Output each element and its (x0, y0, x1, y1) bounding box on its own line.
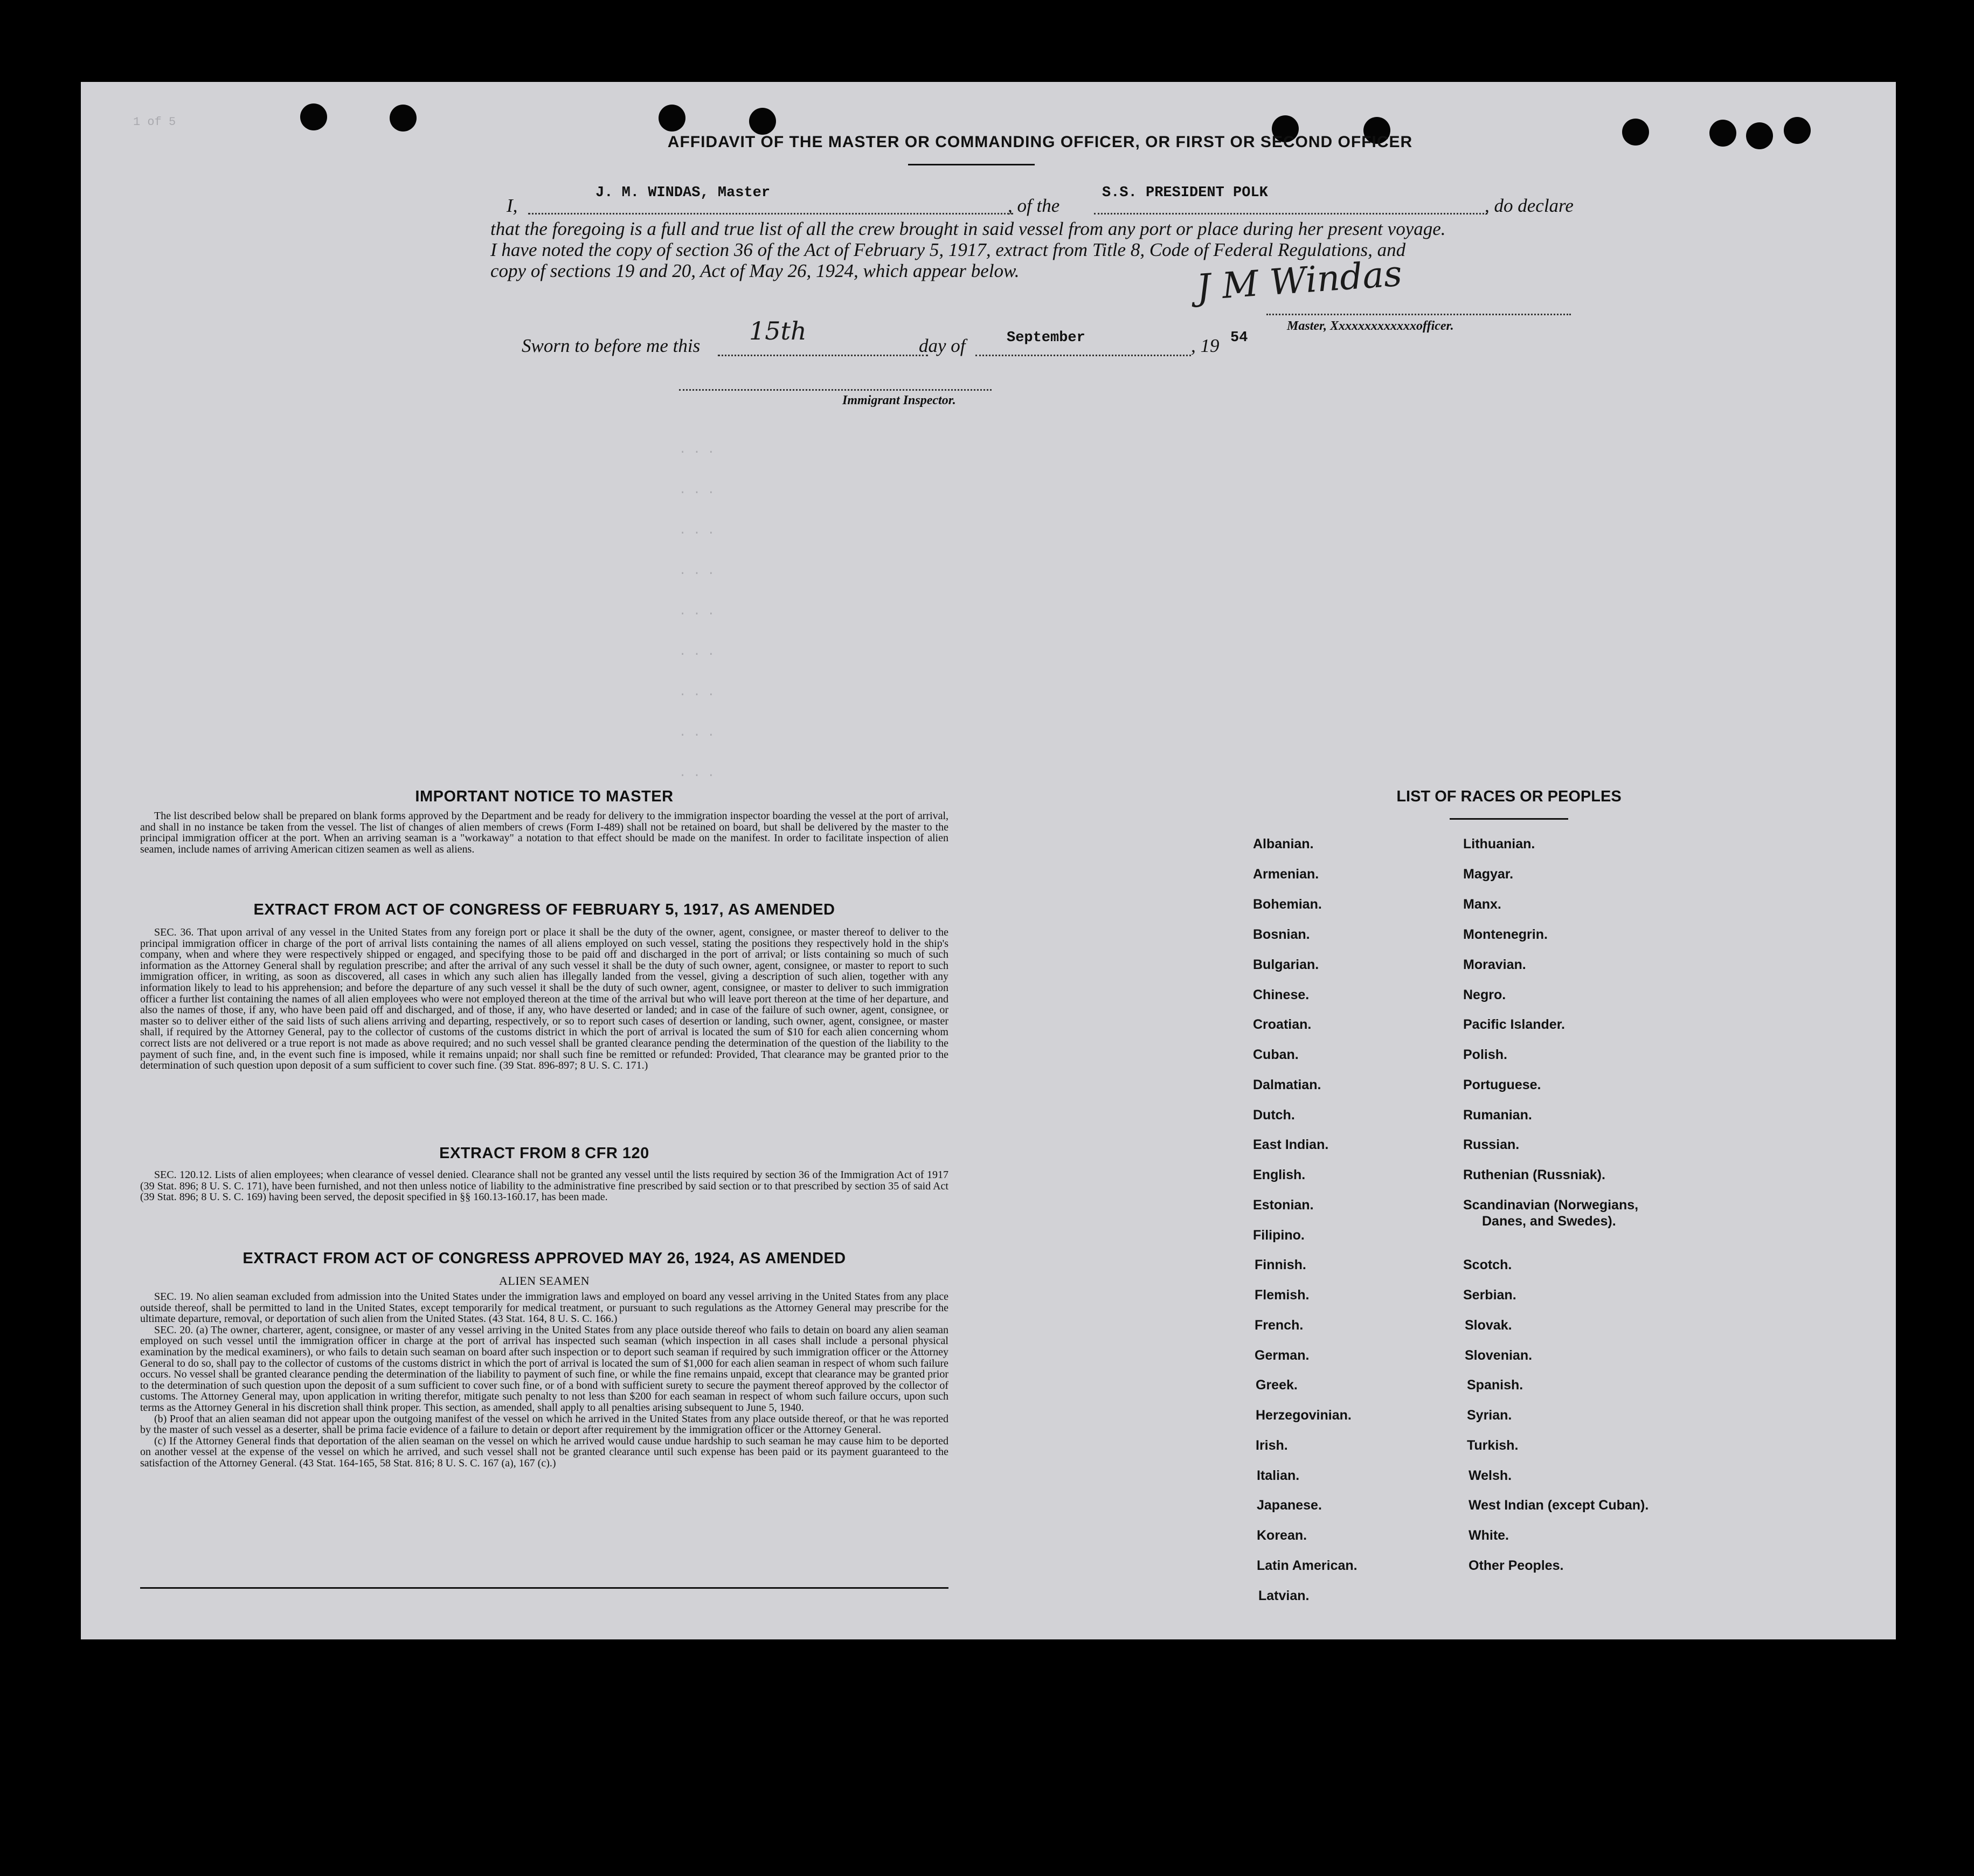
race-item: Other Peoples. (1469, 1558, 1564, 1573)
notice-body (140, 811, 948, 855)
sworn-year-prefix: , 19 (1191, 335, 1220, 356)
race-item: Irish. (1256, 1438, 1288, 1453)
race-item: Japanese. (1257, 1498, 1322, 1513)
race-item: Filipino. (1253, 1228, 1305, 1243)
bleed-through-mark: . . . (679, 483, 715, 497)
race-item: Italian. (1257, 1468, 1300, 1483)
declarant-blank (528, 213, 1013, 214)
notice-paragraph: The list described below shall be prepared on blank forms approved by the Department and be ready for delivery to the immigration inspector boarding the vessel at the port of arrival, and shall in no instance be taken from the vessel. The list of changes of alien members of crews (Form I-489) shall not be retained on board, but shall be delivered by the master to the principal immigration officer at the port. When an arriving seaman is a "workaway" a notation to that effect should be made on the manifest. In order to facilitate inspection of alien seamen, include names of arriving American citizen seamen as well as aliens. (140, 810, 948, 855)
extract-cfr-body (140, 1169, 948, 1203)
race-item: Ruthenian (Russniak). (1463, 1167, 1605, 1182)
sec-20a-paragraph: SEC. 20. (a) The owner, charterer, agent, consignee, or master of any vessel arriving in the United States from any place outside thereof who fails to detain on board any alien seaman employed on such vessel until the immigration officer in charge at the port of arrival has inspected such seaman (which inspection in all cases shall include a personal physical examination by the medical examiners), or who fails to detain such seaman on board after such inspection or to deport such seaman if required by such immigration officer or the Attorney General to do so, shall pay to the collector of customs of the customs district in which the port of arrival is located the sum of $1,000 for each alien seaman in respect of whom such failure occurs. No vessel shall be granted clearance pending the determination of the liability to payment of such fine, or while the fine remains unpaid, except that clearance may be granted prior to the determination of such question upon the deposit of a sum sufficient to cover such fine, or of a bond with sufficient surety to secure the payment thereof approved by the collector of customs. The Attorney General may, upon application in writing therefor, mitigate such penalty to not less than $200 for each seaman in respect of whom such failure occurs, upon such terms as the Attorney General in his discretion shall think proper. This section, as amended, shall apply to all penalties arising subsequent to June 5, 1940. (140, 1324, 948, 1414)
bleed-through-mark: . . . (679, 645, 715, 659)
sworn-month-blank (975, 355, 1191, 356)
bleed-through-mark: . . . (679, 443, 715, 456)
sworn-day-of: day of (919, 335, 966, 356)
race-item: Albanian. (1253, 836, 1314, 852)
declaration-line-3: I have noted the copy of section 36 of the Act of February 5, 1917, extract from Title 8, Code of Federal Regulations, and (490, 239, 1406, 260)
race-item: Turkish. (1467, 1438, 1519, 1453)
race-item: Montenegrin. (1463, 927, 1548, 942)
bleed-through-mark: . . . (679, 766, 715, 780)
race-item: Herzegovinian. (1256, 1408, 1352, 1423)
affidavit-title: AFFIDAVIT OF THE MASTER OR COMMANDING OFFICER, OR FIRST OR SECOND OFFICER (667, 133, 1413, 151)
race-item: Cuban. (1253, 1047, 1299, 1062)
bleed-through-mark: . . . (679, 524, 715, 537)
race-item: Syrian. (1467, 1408, 1512, 1423)
sworn-year-suffix: 54 (1230, 330, 1248, 346)
do-declare-label: , do declare (1485, 195, 1574, 216)
race-item: Armenian. (1253, 867, 1319, 882)
race-item: Welsh. (1469, 1468, 1512, 1483)
sec-20b-paragraph: (b) Proof that an alien seaman did not appear upon the outgoing manifest of the vessel on which he arrived in the United States from any place outside thereof, or that he was reported by the master of such vessel as a deserter, shall be prima facie evidence of a failure to detain or deport after requirement by the immigration officer or the Attorney General. (140, 1413, 948, 1436)
race-item: Portuguese. (1463, 1077, 1541, 1092)
race-item: Latvian. (1258, 1588, 1310, 1603)
race-item: Korean. (1257, 1528, 1307, 1543)
extract-1917-body (140, 927, 948, 1071)
race-item: Greek. (1256, 1377, 1298, 1393)
sec-120-12-paragraph: SEC. 120.12. Lists of alien employees; when clearance of vessel denied. Clearance shall not be granted any vessel until the lists required by section 36 of the Immigration Act of 1917 (39 Stat. 896; 8 U. S. C. 171), have been furnished, and not then unless notice of liability to the administrative fine prescribed by said section or to that prescribed by section 35 of said Act (39 Stat. 896; 8 U. S. C. 169) having been served, the deposit specified in §§ 160.13-160.17, has been made. (140, 1169, 948, 1203)
vessel-name: S.S. PRESIDENT POLK (1102, 185, 1268, 201)
race-item: Finnish. (1255, 1257, 1306, 1272)
bleed-through-mark: . . . (679, 605, 715, 618)
sec-20c-paragraph: (c) If the Attorney General finds that deportation of the alien seaman on the vessel on which he arrived would cause undue hardship to such seaman he may cause him to be deported on another vessel at the expense of the vessel on which he arrived, and such vessel shall not be granted clearance until such expense has been paid or its payment guaranteed to the satisfaction of the Attorney General. (43 Stat. 164-165, 58 Stat. 816; 8 U. S. C. 167 (a), 167 (c).) (140, 1435, 948, 1469)
races-heading-rule (1450, 818, 1568, 820)
declaration-i-label: I, (507, 195, 518, 216)
sworn-month: September (1007, 330, 1085, 346)
punch-hole (1746, 122, 1773, 149)
race-item: Moravian. (1463, 957, 1526, 972)
punch-hole (300, 103, 327, 130)
punch-hole (390, 105, 417, 131)
race-item: French. (1255, 1318, 1304, 1333)
declaration-line-2: that the foregoing is a full and true list of all the crew brought in said vessel from any port or place during her present voyage. (490, 218, 1446, 239)
extract-1924-heading: EXTRACT FROM ACT OF CONGRESS APPROVED MAY 26, 1924, AS AMENDED (243, 1250, 846, 1267)
race-item: Lithuanian. (1463, 836, 1535, 852)
race-item: Polish. (1463, 1047, 1507, 1062)
race-item: Russian. (1463, 1137, 1520, 1152)
race-item: Flemish. (1255, 1287, 1310, 1303)
race-item: Negro. (1463, 987, 1506, 1002)
bleed-through-mark: . . . (679, 564, 715, 578)
race-item: Bohemian. (1253, 897, 1322, 912)
bleed-through-mark: . . . (679, 686, 715, 699)
race-item: Dalmatian. (1253, 1077, 1321, 1092)
race-item: Manx. (1463, 897, 1501, 912)
race-item: White. (1469, 1528, 1509, 1543)
vessel-blank (1094, 213, 1487, 214)
race-item: Slovak. (1465, 1318, 1512, 1333)
punch-hole (1709, 120, 1736, 147)
race-item: Bosnian. (1253, 927, 1310, 942)
document-sheet (81, 82, 1896, 1639)
race-item: Bulgarian. (1253, 957, 1319, 972)
master-signature: J M Windas (1195, 252, 1403, 309)
bottom-rule (140, 1587, 948, 1589)
race-item: Croatian. (1253, 1017, 1312, 1032)
race-item: Spanish. (1467, 1377, 1523, 1393)
sec-19-paragraph: SEC. 19. No alien seaman excluded from admission into the United States under the immigration laws and employed on board any vessel arriving in the United States from any place outside thereof, shall be permitted to land in the United States, except temporarily for medical treatment, or pursuant to such regulations as the Attorney General may prescribe for the ultimate departure, removal, or deportation of such alien from the United States. (43 Stat. 164, 8 U. S. C. 166.) (140, 1291, 948, 1325)
declarant-name: J. M. WINDAS, Master (595, 185, 771, 201)
race-item: Latin American. (1257, 1558, 1357, 1573)
race-item: Serbian. (1463, 1287, 1516, 1303)
of-the-label: , of the (1008, 195, 1060, 216)
race-item: English. (1253, 1167, 1306, 1182)
race-item: German. (1255, 1348, 1310, 1363)
title-rule (908, 164, 1035, 165)
race-item: Pacific Islander. (1463, 1017, 1565, 1032)
extract-cfr-heading: EXTRACT FROM 8 CFR 120 (439, 1145, 649, 1162)
bleed-through-mark: . . . (679, 726, 715, 739)
race-item: Slovenian. (1465, 1348, 1533, 1363)
corner-mark: 1 of 5 (133, 115, 176, 129)
punch-hole (659, 105, 685, 131)
race-item: Scandinavian (Norwegians, (1463, 1197, 1639, 1213)
punch-hole (1784, 117, 1811, 144)
sworn-day-value: 15th (749, 316, 807, 345)
signature-line (1266, 314, 1571, 315)
extract-1924-body (140, 1291, 948, 1469)
sworn-day-blank (718, 355, 928, 356)
sworn-prefix: Sworn to before me this (522, 335, 701, 356)
alien-seamen-subheading: ALIEN SEAMEN (499, 1274, 590, 1287)
race-item: West Indian (except Cuban). (1469, 1498, 1649, 1513)
race-item: Scotch. (1463, 1257, 1512, 1272)
punch-hole (1622, 119, 1649, 146)
race-item: Magyar. (1463, 867, 1514, 882)
extract-1917-heading: EXTRACT FROM ACT OF CONGRESS OF FEBRUARY 5, 1917, AS AMENDED (253, 901, 835, 918)
signature-caption: Master, Xxxxxxxxxxxxxofficer. (1287, 319, 1454, 333)
races-heading: LIST OF RACES OR PEOPLES (1396, 788, 1622, 805)
inspector-line (679, 389, 992, 391)
race-item: Dutch. (1253, 1107, 1295, 1123)
declaration-line-4: copy of sections 19 and 20, Act of May 26, 1924, which appear below. (490, 260, 1020, 281)
inspector-label: Immigrant Inspector. (842, 393, 956, 407)
race-item: Estonian. (1253, 1197, 1314, 1213)
notice-heading: IMPORTANT NOTICE TO MASTER (415, 788, 674, 805)
race-item: Danes, and Swedes). (1482, 1214, 1616, 1229)
sec-36-paragraph: SEC. 36. That upon arrival of any vessel in the United States from any foreign port or place it shall be the duty of the owner, agent, consignee, or master thereof to deliver to the principal immigration officer in charge of the port of arrival lists containing the names of all aliens employed on such vessel, stating the positions they respectively hold in the ship's company, when and where they were respectively shipped or engaged, and specifying those to be paid off and discharged in the port of arrival; or lists containing so much of such information as the Attorney General shall by regulation prescribe; and after the arrival of any such vessel it shall be the duty of such owner, agent, consignee, or master to report to such immigration officer, in writing, as soon as discovered, all cases in which any such alien has illegally landed from the vessel, giving a description of such alien, together with any information likely to lead to his apprehension; and before the departure of any such vessel it shall be the duty of such owner, agent, consignee, or master to deliver to such immigration officer a further list containing the names of all alien employees who were not employed thereon at the time of the arrival but who will leave port thereon at the time of her departure, and also the names of those, if any, who have been paid off and discharged, and of those, if any, who have deserted or landed; and in case of the failure of such owner, agent, consignee, or master so to deliver either of the said lists of such aliens arriving and departing, respectively, or so to report such cases of desertion or landing, such owner, agent, consignee, or master shall, if required by the Attorney General, pay to the collector of customs of the customs district in which the port of arrival is located the sum of $10 for each alien concerning whom correct lists are not delivered or a true report is not made as above required; and no such vessel shall be granted clearance pending the determination of the question of the liability to the payment of such fine, and, in the event such fine is imposed, while it remains unpaid; nor shall such fine be remitted or refunded: Provided, That clearance may be granted prior to the determination of such question upon deposit of a sum sufficient to cover such fine. (39 Stat. 896-897; 8 U. S. C. 171.) (140, 926, 948, 1072)
punch-hole (749, 108, 776, 135)
race-item: Chinese. (1253, 987, 1310, 1002)
race-item: East Indian. (1253, 1137, 1329, 1152)
race-item: Rumanian. (1463, 1107, 1532, 1123)
